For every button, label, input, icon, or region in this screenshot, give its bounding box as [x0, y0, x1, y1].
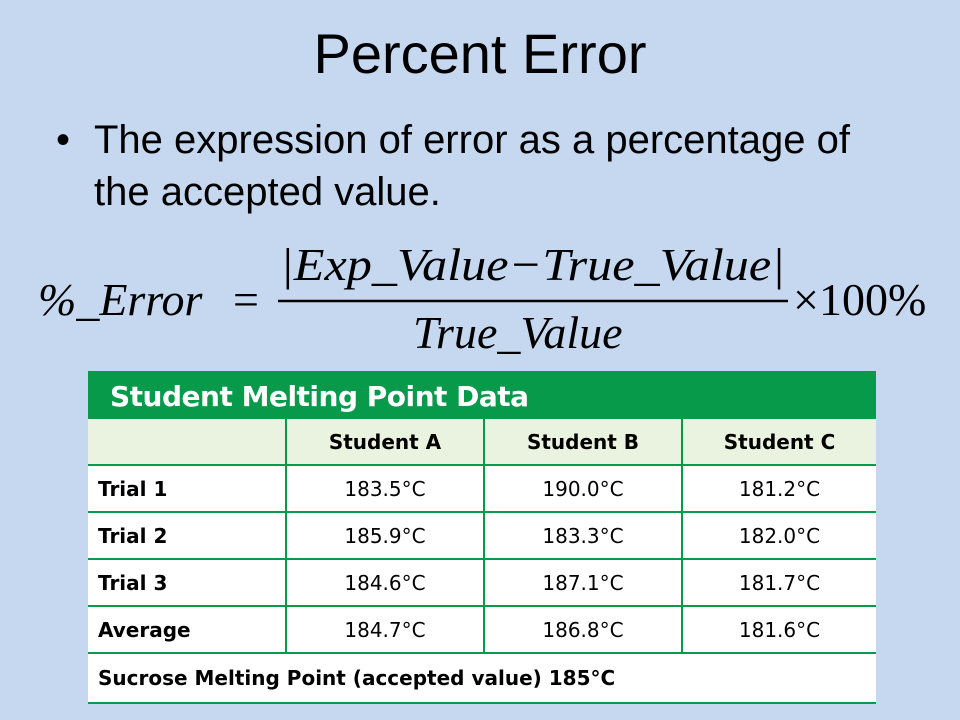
table-cell: 190.0°C: [484, 465, 682, 512]
table-title: Student Melting Point Data: [88, 371, 876, 419]
row-label: Trial 3: [88, 559, 286, 606]
percent-error-formula: [0, 232, 960, 362]
table-cell: 182.0°C: [682, 512, 876, 559]
column-header: Student C: [682, 419, 876, 465]
row-label: Average: [88, 606, 286, 653]
table-cell: 184.7°C: [286, 606, 484, 653]
formula-multiplier: ×100%: [793, 274, 927, 325]
table-cell: 181.2°C: [682, 465, 876, 512]
column-header: Student B: [484, 419, 682, 465]
bullet-dot-icon: •: [56, 118, 71, 162]
table-cell: 183.5°C: [286, 465, 484, 512]
data-grid: [88, 419, 876, 704]
column-header: Student A: [286, 419, 484, 465]
melting-point-table: [88, 371, 876, 704]
table-cell: 185.9°C: [286, 512, 484, 559]
accepted-value-note: Sucrose Melting Point (accepted value) 185°C: [88, 653, 876, 703]
table-row: [88, 559, 876, 606]
table-row: [88, 465, 876, 512]
formula-denominator: True_Value: [413, 307, 623, 358]
table-cell: 186.8°C: [484, 606, 682, 653]
table-cell: 181.6°C: [682, 606, 876, 653]
table-cell: 181.7°C: [682, 559, 876, 606]
row-label: Trial 2: [88, 512, 286, 559]
row-label: Trial 1: [88, 465, 286, 512]
header-row: [88, 419, 876, 465]
slide-title: Percent Error: [313, 22, 647, 85]
table-cell: 187.1°C: [484, 559, 682, 606]
bullet-item: [56, 114, 916, 218]
table-cell: 184.6°C: [286, 559, 484, 606]
table-cell: 183.3°C: [484, 512, 682, 559]
table-row: [88, 512, 876, 559]
bullet-text: The expression of error as a percentage of the accepted value.: [94, 118, 850, 214]
formula-lhs: %_Error: [38, 274, 203, 325]
table-row: [88, 606, 876, 653]
formula-numerator: |Exp_Value−True_Value|: [280, 239, 785, 290]
column-header-empty: [88, 419, 286, 465]
footer-row: [88, 653, 876, 703]
formula-equals: =: [233, 274, 259, 325]
